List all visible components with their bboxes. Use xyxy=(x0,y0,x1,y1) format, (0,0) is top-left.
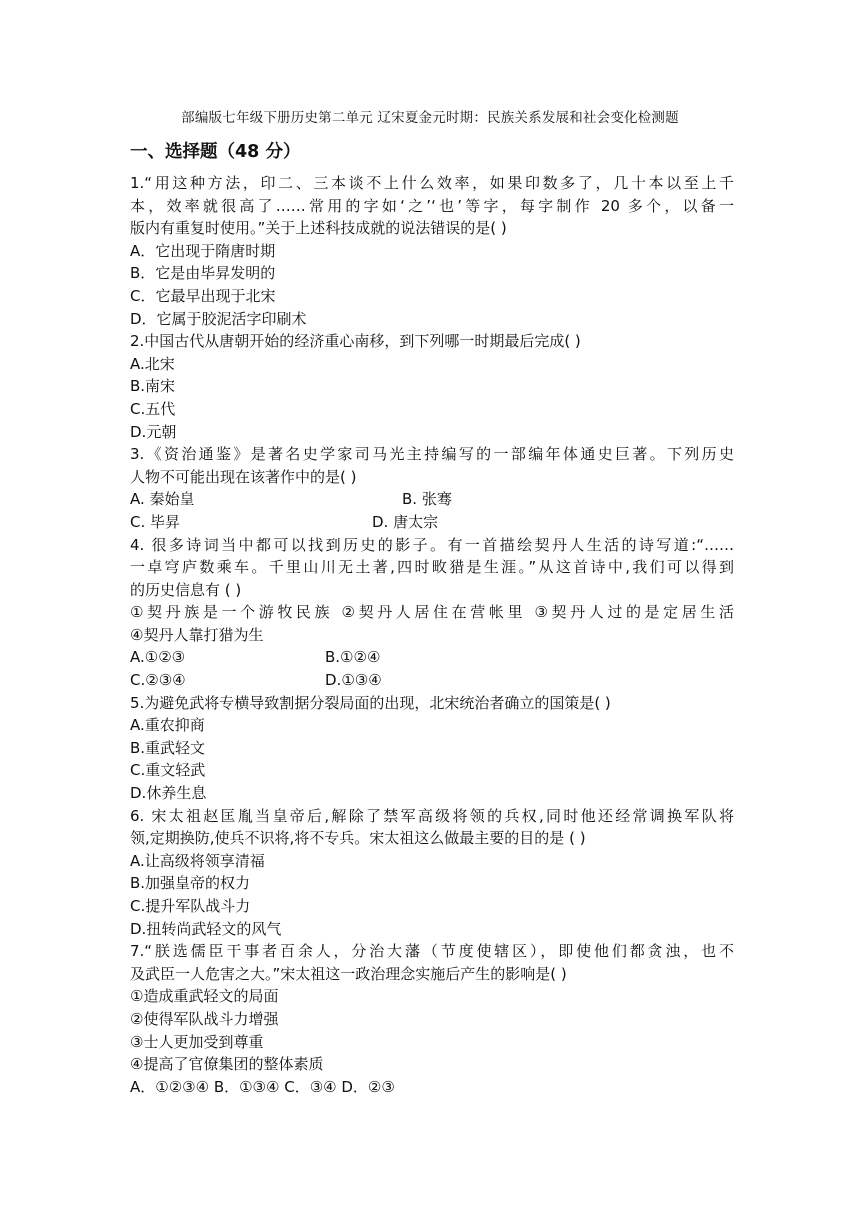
question-text-line: 1.“用这种方法，印二、三本谈不上什么效率，如果印数多了，几十本以至上千 xyxy=(130,174,734,192)
option-b: B. 张骞 xyxy=(402,490,452,509)
question-2 xyxy=(130,330,734,443)
option-c: C.②③④ xyxy=(130,671,186,690)
question-text-line: 5.为避免武将专横导致割据分裂局面的出现，北宋统治者确立的国策是( ) xyxy=(130,693,611,712)
question-text-line: 一卓穹庐数乘车。千里山川无土著,四时畋猎是生涯。”从这首诗中,我们可以得到 xyxy=(130,558,734,577)
question-7 xyxy=(130,940,734,1098)
option-d: D. 唐太宗 xyxy=(372,512,439,531)
option-a: A.让高级将领享清福 xyxy=(130,851,265,870)
option-a: A.重农抑商 xyxy=(130,716,205,735)
option-row xyxy=(130,669,734,692)
question-1 xyxy=(130,172,734,330)
option-b: B．它是由毕昇发明的 xyxy=(130,264,276,283)
question-6 xyxy=(130,805,734,941)
question-text-line: 本，效率就很高了……常用的字如‘之’‘也’等字，每字制作 20 多个，以备一 xyxy=(130,196,734,215)
option-c: C．它最早出现于北宋 xyxy=(130,286,276,305)
question-text-line: 及武臣一人危害之大。”宋太祖这一政治理念实施后产生的影响是( ) xyxy=(130,964,567,983)
question-text-line: 3.《资治通鉴》是著名史学家司马光主持编写的一部编年体通史巨著。下列历史 xyxy=(130,445,734,464)
option-a: A．它出现于隋唐时期 xyxy=(130,241,276,260)
question-list xyxy=(130,172,734,1098)
question-text-line: 2.中国古代从唐朝开始的经济重心南移，到下列哪一时期最后完成( ) xyxy=(130,332,581,351)
statement-option: ③士人更加受到尊重 xyxy=(130,1032,264,1051)
option-d: D．它属于胶泥活字印刷术 xyxy=(130,309,307,328)
question-5 xyxy=(130,692,734,805)
question-text-line: 领,定期换防,使兵不识将,将不专兵。宋太祖这么做最主要的目的是 ( ) xyxy=(130,829,586,848)
option-c: C.五代 xyxy=(130,399,176,418)
question-text-line: 人物不可能出现在该著作中的是( ) xyxy=(130,467,357,486)
option-row xyxy=(130,646,734,669)
question-text-line: 6. 宋太祖赵匡胤当皇帝后,解除了禁军高级将领的兵权,同时他还经常调换军队将 xyxy=(130,806,734,825)
option-c: C.提升军队战斗力 xyxy=(130,897,251,915)
option-b: B.加强皇帝的权力 xyxy=(130,874,251,893)
statement-option: ④提高了官僚集团的整体素质 xyxy=(130,1055,324,1074)
answer-choices: A．①②③④ B．①③④ C．③④ D．②③ xyxy=(130,1077,395,1096)
question-text-line: 4. 很多诗词当中都可以找到历史的影子。有一首描绘契丹人生活的诗写道:“…… xyxy=(130,535,734,554)
question-text-line: 的历史信息有 ( ) xyxy=(130,580,242,599)
question-text-line: 版内有重复时使用。”关于上述科技成就的说法错误的是( ) xyxy=(130,219,507,238)
option-b: B.重武轻文 xyxy=(130,738,206,757)
option-b: B.南宋 xyxy=(130,377,176,396)
option-d: D.元朝 xyxy=(130,422,177,441)
option-d: D.休养生息 xyxy=(130,784,207,803)
option-c: C.重文轻武 xyxy=(130,761,206,780)
question-3 xyxy=(130,443,734,533)
option-a: A.北宋 xyxy=(130,354,175,373)
statement-options: ④契丹人靠打猎为生 xyxy=(130,625,264,644)
document-title: 部编版七年级下册历史第二单元 辽宋夏金元时期：民族关系发展和社会变化检测题 xyxy=(181,110,679,126)
question-text-line: 7.“朕选儒臣干事者百余人，分治大藩（节度使辖区），即使他们都贪浊，也不 xyxy=(130,942,734,961)
statement-option: ②使得军队战斗力增强 xyxy=(130,1009,279,1028)
option-a: A.①②③ xyxy=(130,648,186,667)
statement-option: ①造成重武轻文的局面 xyxy=(130,987,279,1006)
option-c: C. 毕昇 xyxy=(130,512,181,531)
option-b: B.①②④ xyxy=(325,648,381,667)
option-d: D.①③④ xyxy=(325,671,382,690)
section-heading: 一、选择题（48 分） xyxy=(130,142,301,162)
option-row xyxy=(130,488,734,511)
option-row xyxy=(130,511,734,534)
option-d: D.扭转尚武轻文的风气 xyxy=(130,919,282,938)
option-a: A. 秦始皇 xyxy=(130,490,195,509)
statement-options: ①契丹族是一个游牧民族 ②契丹人居住在营帐里 ③契丹人过的是定居生活 xyxy=(130,603,734,622)
question-4 xyxy=(130,534,734,692)
